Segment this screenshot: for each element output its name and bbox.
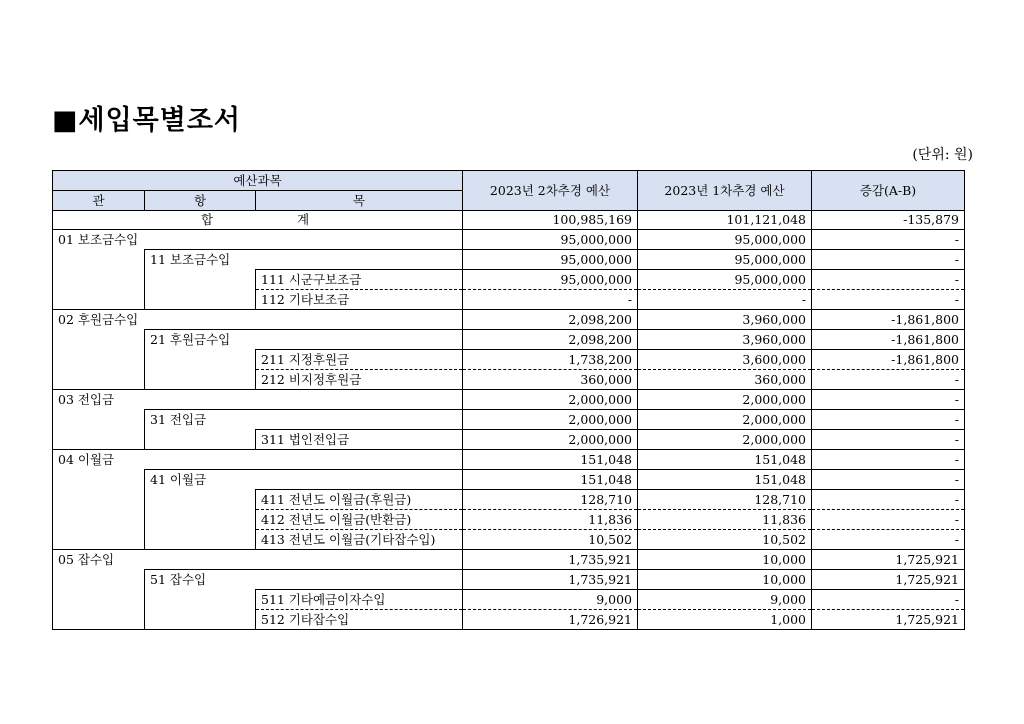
- table-row: [53, 250, 965, 270]
- gwan-label: 02 후원금수입: [53, 310, 463, 330]
- hang-label: 11 보조금수입: [145, 250, 463, 270]
- value-b: 128,710: [638, 490, 812, 510]
- value-a: 2,000,000: [463, 390, 638, 410]
- gwan-spacer: [53, 470, 145, 490]
- revenue-table: [52, 170, 965, 630]
- mok-label: 111 시군구보조금: [256, 270, 463, 290]
- hang-header: 항: [145, 191, 256, 211]
- mok-label: 413 전년도 이월금(기타잡수입): [256, 530, 463, 550]
- hang-spacer: [145, 530, 256, 550]
- mok-label: 211 지정후원금: [256, 350, 463, 370]
- table-row: [53, 310, 965, 330]
- col-diff-header: 증감(A-B): [812, 171, 965, 211]
- value-b: 10,000: [638, 550, 812, 570]
- table-row: [53, 530, 965, 550]
- value-a: 2,000,000: [463, 430, 638, 450]
- value-a: 95,000,000: [463, 270, 638, 290]
- value-diff: -: [812, 430, 965, 450]
- value-diff: -: [812, 490, 965, 510]
- gwan-spacer: [53, 430, 145, 450]
- value-b: -: [638, 290, 812, 310]
- table-row: [53, 490, 965, 510]
- mok-label: 412 전년도 이월금(반환금): [256, 510, 463, 530]
- value-a: 11,836: [463, 510, 638, 530]
- gwan-spacer: [53, 270, 145, 290]
- value-a: -: [463, 290, 638, 310]
- table-row: [53, 390, 965, 410]
- value-a: 9,000: [463, 590, 638, 610]
- mok-header: 목: [256, 191, 463, 211]
- col-a-header: 2023년 2차추경 예산: [463, 171, 638, 211]
- table-row: [53, 430, 965, 450]
- hang-spacer: [145, 290, 256, 310]
- unit-label: (단위: 원): [912, 147, 973, 163]
- table-row: [53, 230, 965, 250]
- table-row: [53, 270, 965, 290]
- value-b: 95,000,000: [638, 250, 812, 270]
- mok-label: 512 기타잡수입: [256, 610, 463, 630]
- hang-label: 51 잡수입: [145, 570, 463, 590]
- value-diff: -1,861,800: [812, 330, 965, 350]
- gwan-spacer: [53, 350, 145, 370]
- mok-label: 411 전년도 이월금(후원금): [256, 490, 463, 510]
- gwan-label: 01 보조금수입: [53, 230, 463, 250]
- value-b: 10,000: [638, 570, 812, 590]
- value-a: 128,710: [463, 490, 638, 510]
- value-a: 2,098,200: [463, 330, 638, 350]
- value-diff: -: [812, 410, 965, 430]
- table-row: [53, 450, 965, 470]
- value-b: 11,836: [638, 510, 812, 530]
- gwan-spacer: [53, 510, 145, 530]
- value-a: 151,048: [463, 450, 638, 470]
- table-row: [53, 330, 965, 350]
- table-row: [53, 470, 965, 490]
- value-diff: -: [812, 290, 965, 310]
- hang-label: 21 후원금수입: [145, 330, 463, 350]
- value-diff: -: [812, 450, 965, 470]
- value-b: 151,048: [638, 470, 812, 490]
- value-diff: -: [812, 590, 965, 610]
- value-diff: 1,725,921: [812, 610, 965, 630]
- gwan-spacer: [53, 370, 145, 390]
- table-row: [53, 350, 965, 370]
- gwan-spacer: [53, 610, 145, 630]
- value-a: 151,048: [463, 470, 638, 490]
- value-diff: -: [812, 230, 965, 250]
- hang-spacer: [145, 350, 256, 370]
- hang-spacer: [145, 490, 256, 510]
- value-diff: -1,861,800: [812, 350, 965, 370]
- value-diff: -: [812, 470, 965, 490]
- hang-spacer: [145, 430, 256, 450]
- total-a: 100,985,169: [463, 211, 638, 230]
- value-a: 10,502: [463, 530, 638, 550]
- category-header: 예산과목: [53, 171, 463, 191]
- mok-label: 112 기타보조금: [256, 290, 463, 310]
- gwan-spacer: [53, 530, 145, 550]
- hang-spacer: [145, 590, 256, 610]
- value-b: 3,960,000: [638, 310, 812, 330]
- value-b: 1,000: [638, 610, 812, 630]
- value-a: 95,000,000: [463, 230, 638, 250]
- hang-label: 31 전입금: [145, 410, 463, 430]
- gwan-header: 관: [53, 191, 145, 211]
- hang-spacer: [145, 370, 256, 390]
- value-b: 95,000,000: [638, 230, 812, 250]
- total-row: [53, 211, 965, 230]
- mok-label: 212 비지정후원금: [256, 370, 463, 390]
- page-title: ■세입목별조서: [52, 105, 242, 136]
- hang-spacer: [145, 270, 256, 290]
- value-a: 1,738,200: [463, 350, 638, 370]
- gwan-spacer: [53, 590, 145, 610]
- value-diff: -: [812, 530, 965, 550]
- hang-label: 41 이월금: [145, 470, 463, 490]
- value-b: 360,000: [638, 370, 812, 390]
- value-b: 2,000,000: [638, 430, 812, 450]
- value-diff: 1,725,921: [812, 550, 965, 570]
- hang-spacer: [145, 510, 256, 530]
- value-b: 9,000: [638, 590, 812, 610]
- total-label: 합 계: [53, 211, 463, 230]
- value-diff: -: [812, 510, 965, 530]
- table-row: [53, 290, 965, 310]
- mok-label: 511 기타예금이자수입: [256, 590, 463, 610]
- table-row: [53, 570, 965, 590]
- gwan-label: 04 이월금: [53, 450, 463, 470]
- gwan-spacer: [53, 290, 145, 310]
- gwan-label: 05 잡수입: [53, 550, 463, 570]
- value-diff: -1,861,800: [812, 310, 965, 330]
- total-diff: -135,879: [812, 211, 965, 230]
- value-b: 3,960,000: [638, 330, 812, 350]
- value-a: 1,735,921: [463, 570, 638, 590]
- value-diff: -: [812, 270, 965, 290]
- table-row: [53, 590, 965, 610]
- table-row: [53, 410, 965, 430]
- value-a: 360,000: [463, 370, 638, 390]
- value-diff: -: [812, 370, 965, 390]
- table-row: [53, 370, 965, 390]
- value-b: 151,048: [638, 450, 812, 470]
- value-b: 95,000,000: [638, 270, 812, 290]
- gwan-spacer: [53, 250, 145, 270]
- value-a: 2,000,000: [463, 410, 638, 430]
- gwan-label: 03 전입금: [53, 390, 463, 410]
- value-b: 2,000,000: [638, 410, 812, 430]
- total-b: 101,121,048: [638, 211, 812, 230]
- gwan-spacer: [53, 490, 145, 510]
- value-b: 10,502: [638, 530, 812, 550]
- col-b-header: 2023년 1차추경 예산: [638, 171, 812, 211]
- table-row: [53, 550, 965, 570]
- value-b: 3,600,000: [638, 350, 812, 370]
- value-diff: -: [812, 250, 965, 270]
- gwan-spacer: [53, 330, 145, 350]
- table-row: [53, 510, 965, 530]
- value-diff: -: [812, 390, 965, 410]
- value-b: 2,000,000: [638, 390, 812, 410]
- hang-spacer: [145, 610, 256, 630]
- value-a: 95,000,000: [463, 250, 638, 270]
- gwan-spacer: [53, 410, 145, 430]
- gwan-spacer: [53, 570, 145, 590]
- mok-label: 311 법인전입금: [256, 430, 463, 450]
- value-diff: 1,725,921: [812, 570, 965, 590]
- value-a: 1,726,921: [463, 610, 638, 630]
- value-a: 2,098,200: [463, 310, 638, 330]
- value-a: 1,735,921: [463, 550, 638, 570]
- table-row: [53, 610, 965, 630]
